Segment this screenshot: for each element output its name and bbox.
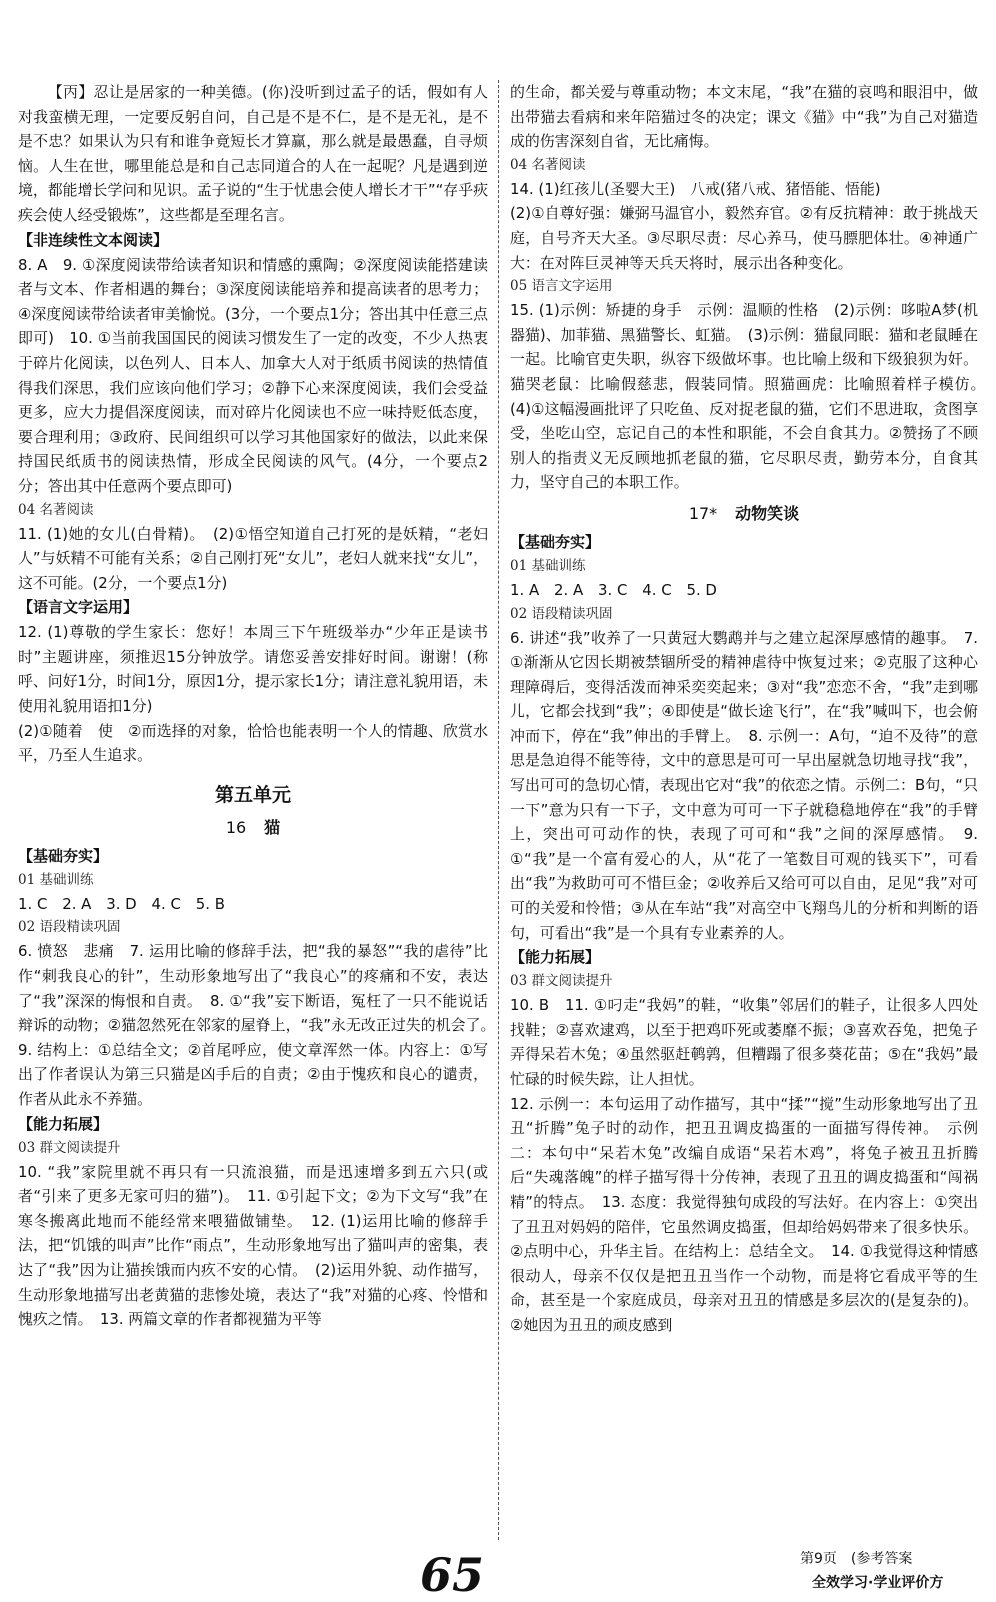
section-tag-basics: 【基础夯实】 <box>510 532 601 551</box>
answer-12-2: (2)①随着 使 ②而选择的对象，恰恰也能表明一个人的情趣、欣赏水平，乃至人生追求。 <box>18 721 488 765</box>
answers-8-10: 8. A 9. ①深度阅读带给读者知识和情感的熏陶；②深度阅读能搭建读者与文本、作者相遇的舞台；③深度阅读能培养和提高读者的思考力；④深度阅读带给读者审美愉悦。(3分，一个要点1分；答出其中任意三点即可) 10. ①当前我国国民的阅读习惯发生了一定的改变，不少人热衷于碎片化阅读，以色列人、日本人、加拿大人对于纸质书阅读的热情值得我们深思，我们应该向他们学习；②静下心来深度阅读，我们会受益更多，应大力提倡深度阅读，而对碎片化阅读也不应一味持贬低态度，要合理利用；③政府、民间组织可以学习其他国家好的做法，以此来保持国民纸质书的阅读热情，形成全民阅读的风气。(4分，一个要点2分；答出其中任意两个要点即可) <box>18 255 488 495</box>
answers-1-5: 1. A 2. A 3. C 4. C 5. D <box>510 580 717 599</box>
section-tag-nonlinear-reading: 【非连续性文本阅读】 <box>18 230 169 249</box>
lesson-number: 16 <box>225 817 247 837</box>
answer-13-continued: 的生命，都关爱与尊重动物；本文末尾，“我”在猫的哀鸣和眼泪中，做出带猫去看病和来年陪猫过冬的决定；课文《猫》中“我”为自己对猫造成的伤害深刻自省，无比痛悔。 <box>510 83 978 151</box>
bing-translation: 【丙】忍让是居家的一种美德。(你)没听到过孟子的话，假如有人对我蛮横无理，一定要反躬自问，自己是不是不仁，是不是无礼，是不是不忠？如果认为只有和谁争竟短长才算赢，那么就是最愚蠢，自寻烦恼。人生在世，哪里能总是和自己志同道合的人在一起呢？凡是遇到逆境，都能增长学问和见识。孟子说的“生于忧患会使人增长才干”“存乎疢疾会使人经受锻炼”，这些都是至理名言。 <box>18 83 488 224</box>
subsection-group-reading: 03 群文阅读提升 <box>510 973 613 990</box>
page-number: 65 <box>420 1548 485 1602</box>
lesson-title: 动物笑谈 <box>735 503 800 523</box>
answers-6-9: 6. 讲述“我”收养了一只黄冠大鹦鹉并与之建立起深厚感情的趣事。 7. ①渐渐从它因长期被禁锢所受的精神虐待中恢复过来；②克服了这种心理障碍后，变得活泼而神采奕奕起来；③对“我”恋恋不舍，“我”走到哪儿，它都会找到“我”；④即使是“做长途飞行”，在“我”喊叫下，也会俯冲而下，停在“我”伸出的手臂上。 8. 示例一：A句，“迫不及待”的意思是急迫得不能等待，文中的意思是可可一早出屋就急切地寻找“我”，写出可可的急切心情，表现出它对“我”的依恋之情。示例二：B句，“只一下”意为只有一下子，文中意为可可一下子就稳稳地停在“我”的手臂上，突出可可动作的快，表现了可可和“我”之间的深厚感情。 9. ①“我”是一个富有爱心的人，从“花了一笔数目可观的钱买下”，可看出“我”为救助可可不惜巨金；②收养后又给可可以自由，足见“我”对可可的关爱和怜惜；③从在车站“我”对高空中飞翔鸟儿的分析和判断的语句，可看出“我”是一个具有专业素养的人。 <box>510 628 978 942</box>
section-tag-language-use: 【语言文字运用】 <box>18 598 139 617</box>
subsection-language-use: 05 语言文字运用 <box>510 278 613 295</box>
series-label: 全效学习·学业评价方 <box>812 1575 944 1591</box>
subsection-basic-training: 01 基础训练 <box>18 871 94 888</box>
lesson-title: 猫 <box>264 817 281 837</box>
answer-12-1: 12. (1)尊敬的学生家长：您好！本周三下午班级举办“少年正是读书时”主题讲座，须推迟15分钟放学。请您妥善安排好时间。谢谢！(称呼、问好1分，时间1分，原因1分，提示家长1分；请注意礼貌用语，未使用礼貌用语扣1分) <box>18 623 488 716</box>
subsection-classic-reading: 04 名著阅读 <box>510 156 586 173</box>
lesson-17-heading <box>510 501 978 524</box>
answers-12-14: 12. 示例一：本句运用了动作描写，其中“揉”“搅”生动形象地写出了丑丑“折腾”兔子时的动作，把丑丑调皮捣蛋的一面描写得传神。 示例二：本句中“呆若木兔”改编自成语“呆若木鸡”，将兔子被丑丑折腾后“失魂落魄”的样子描写得十分传神，表现了丑丑的调皮捣蛋和“闯祸精”的特点。 13. 态度：我觉得独句成段的写法好。在内容上：①突出了丑丑对妈妈的陪伴，它虽然调皮捣蛋，但却给妈妈带来了很多快乐。②点明中心，升华主旨。在结构上：总结全文。 14. ①我觉得这种情感很动人，母亲不仅仅是把丑丑当作一个动物，而是将它看成平等的生命，甚至是一个家庭成员，母亲对丑丑的情感是多层次的(是复杂的)。②她因为丑丑的顽皮感到 <box>510 1094 978 1334</box>
answer-15: 15. (1)示例：矫捷的身手 示例：温顺的性格 (2)示例：哆啦A梦(机器猫)、加菲猫、黑猫警长、虹猫。 (3)示例：猫鼠同眠：猫和老鼠睡在一起。比喻官吏失职，纵容下级做坏事。也比喻上级和下级狼狈为奸。猫哭老鼠：比喻假慈悲，假装同情。照猫画虎：比喻照着样子模仿。 (4)①这幅漫画批评了只吃鱼、反对捉老鼠的猫，它们不思进取，贪图享受，坐吃山空，忘记自己的本性和职能，不会自食其力。②赞扬了不顾别人的指责义无反顾地抓老鼠的猫，它尽职尽责，勤劳本分，自食其力，坚守自己的本职工作。 <box>510 301 993 492</box>
answers-10-13: 10. “我”家院里就不再只有一只流浪猫，而是迅速增多到五六只(或者“引来了更多无家可归的猫”)。 11. ①引起下文；②为下文写“我”在寒冬搬离此地而不能经常来喂猫做铺垫。 12. (1)运用比喻的修辞手法，把“饥饿的叫声”比作“雨点”，生动形象地写出了猫叫声的密集，表达了“我”因为让猫挨饿而内疚不安的心情。 (2)运用外貌、动作描写，生动形象地描写出老黄猫的悲惨处境，表达了“我”对猫的心疼、怜惜和愧疚之情。 13. 两篇文章的作者都视猫为平等 <box>18 1162 488 1329</box>
subsection-classic-reading: 04 名著阅读 <box>18 501 94 518</box>
answers-6-9: 6. 愤怒 悲痛 7. 运用比喻的修辞手法，把“我的暴怒”“我的虐待”比作“刺我良心的针”，生动形象地写出了“我良心”的疼痛和不安，表达了“我”深深的悔恨和自责。 8. ①“我”妄下断语，冤枉了一只不能说话辩诉的动物；②猫忽然死在邻家的屋脊上，“我”永无改正过失的机会了。 9. 结构上：①总结全文；②首尾呼应，使文章浑然一体。内容上：①写出了作者误认为第三只猫是凶手后的自责；②由于愧疚和良心的谴责，作者从此永不养猫。 <box>18 942 503 1108</box>
section-tag-extension: 【能力拓展】 <box>18 1114 109 1133</box>
left-column <box>18 80 503 1540</box>
unit-title: 第五单元 <box>214 783 291 806</box>
answer-14-2: (2)①自尊好强：嫌弼马温官小，毅然弃官。②有反抗精神：敢于挑战天庭，自号齐天大圣。③尽职尽责：尽心养马，使马膘肥体壮。④神通广大：在对阵巨灵神等天兵天将时，展示出各种变化。 <box>510 204 978 272</box>
answer-11: 11. (1)她的女儿(白骨精)。 (2)①悟空知道自己打死的是妖精，“老妇人”与妖精不可能有关系；②自己刚打死“女儿”，老妇人就来找“女儿”，这不可能。(2分，一个要点1分) <box>18 524 488 592</box>
answer-14-1: 14. (1)红孩儿(圣婴大王) 八戒(猪八戒、猪悟能、悟能) <box>510 179 881 198</box>
right-column <box>510 80 993 1540</box>
section-tag-basics: 【基础夯实】 <box>18 846 109 865</box>
answers-1-5: 1. C 2. A 3. D 4. C 5. B <box>18 894 225 913</box>
subsection-passage-reading: 02 语段精读巩固 <box>18 919 121 936</box>
lesson-number: 17* <box>688 503 718 523</box>
page-label: 第9页 (参考答案 <box>800 1551 913 1567</box>
section-tag-extension: 【能力拓展】 <box>510 948 601 967</box>
subsection-group-reading: 03 群文阅读提升 <box>18 1139 121 1156</box>
subsection-passage-reading: 02 语段精读巩固 <box>510 605 613 622</box>
subsection-basic-training: 01 基础训练 <box>510 557 586 574</box>
answers-10-11: 10. B 11. ①叼走“我妈”的鞋，“收集”邻居们的鞋子，让很多人四处找鞋；②喜欢逮鸡，以至于把鸡吓死或萎靡不振；③喜欢吞兔，把兔子弄得呆若木兔；④虽然驱赶鹌鹑，但糟蹋了很多葵花苗；⑤在“我妈”最忙碌的时候失踪，让人担忧。 <box>510 996 978 1088</box>
column-divider <box>498 80 499 1540</box>
lesson-16-heading <box>18 815 488 838</box>
